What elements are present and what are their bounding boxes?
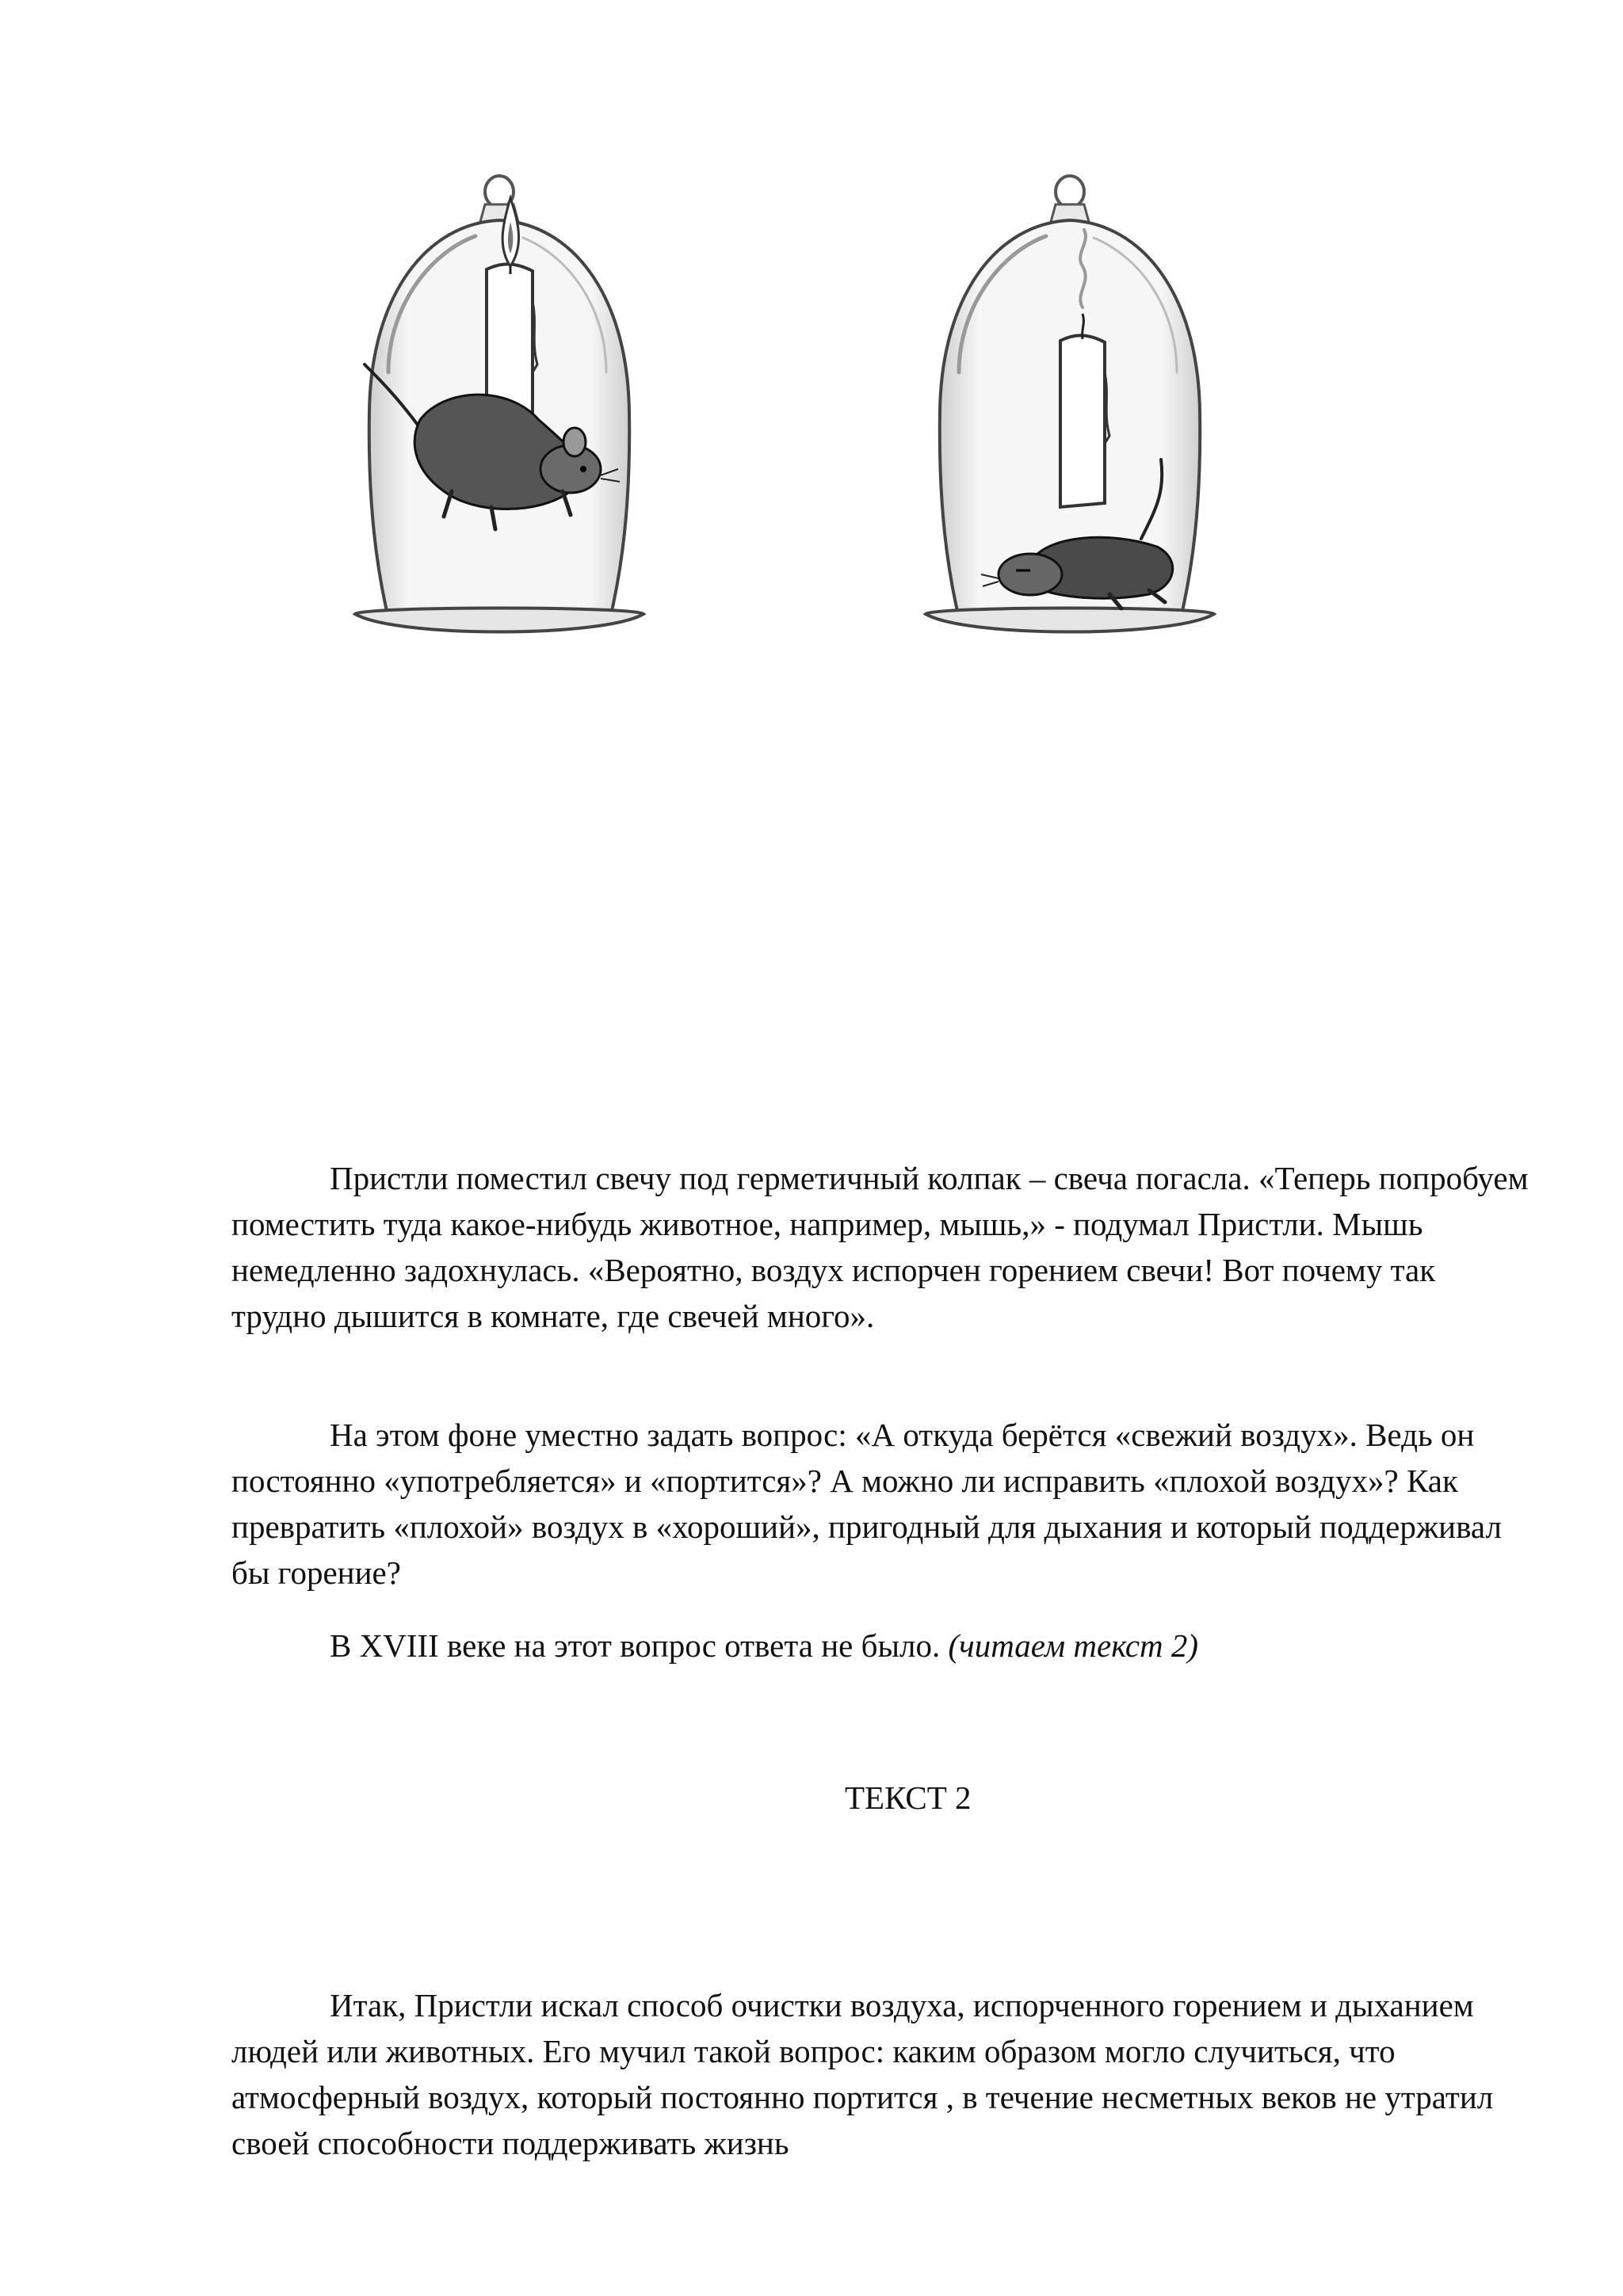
paragraph-fresh-air-question (231, 1412, 1531, 1596)
paragraph-candle-experiment-text: Пристли поместил свечу под герметичный колпак – свеча погасла. «Теперь попробуем поместить туда какое-нибудь животное, например, мышь,» - подумал Пристли. Мышь немедленно задохнулась. «Вероятно, воздух испорчен горением свечи! Вот почему так трудно дышится в комнате, где свечей много». (231, 1160, 1529, 1334)
left-bell-jar (355, 176, 643, 632)
right-bell-jar (926, 176, 1214, 632)
paragraph-priestley-search (231, 1982, 1531, 2166)
reading-note: (читаем текст 2) (948, 1627, 1199, 1664)
paragraph-18th-century (231, 1623, 1531, 1669)
paragraph-18th-century-text: В XVIII веке на этот вопрос ответа не было. (330, 1627, 941, 1664)
paragraph-priestley-search-text: Итак, Пристли искал способ очистки воздуха, испорченного горением и дыханием людей или животных. Его мучил такой вопрос: каким образом могло случиться, что атмосферный воздух, который постоянно портится , в течение несметных веков не утратил своей способности поддерживать жизнь (231, 1987, 1494, 2161)
paragraph-fresh-air-question-text: На этом фоне уместно задать вопрос: «А откуда берётся «свежий воздух». Ведь он постоянно «употребляется» и «портится»? А можно ли исправить «плохой воздух»? Как превратить «плохой» воздух в «хороший», пригодный для дыхания и который поддерживал бы горение? (231, 1417, 1502, 1591)
section-heading-text-2: ТЕКСТ 2 (845, 1779, 972, 1816)
bell-jar-illustration (333, 174, 1284, 681)
paragraph-candle-experiment (231, 1155, 1531, 1339)
